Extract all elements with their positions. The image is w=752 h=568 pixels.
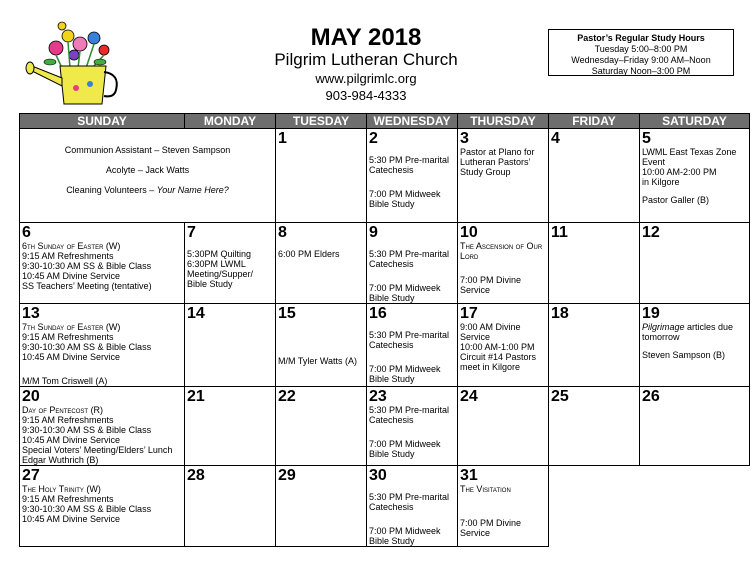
day-number: 19 (642, 305, 660, 322)
event-text (642, 322, 747, 342)
weekday-header: THURSDAY (458, 114, 549, 129)
day-number: 5 (642, 130, 651, 147)
liturgical-day: The Visitation (460, 484, 511, 494)
calendar-week-row (20, 304, 750, 387)
day-cell (458, 387, 549, 466)
church-name: Pilgrim Lutheran Church (274, 50, 458, 69)
day-cell (276, 304, 367, 387)
event-text: 6:30PM LWML Meeting/Supper/ (187, 259, 254, 279)
event-text: 7:00 PM Divine Service (460, 518, 522, 538)
event-text: 7:00 PM Midweek Bible Study (369, 526, 441, 546)
weekday-header: FRIDAY (549, 114, 640, 129)
event-text: Cleaning Volunteers – (66, 185, 157, 195)
day-number: 27 (22, 467, 40, 484)
day-cell (20, 466, 185, 547)
day-cell (20, 223, 185, 304)
event-text: 9:00 AM Divine Service (460, 322, 521, 342)
event-text (22, 185, 273, 195)
day-cell (367, 387, 458, 466)
day-number: 12 (642, 224, 660, 241)
calendar-grid (19, 113, 750, 547)
event-text: 5:30 PM Pre-marital Catechesis (369, 405, 450, 425)
event-text: in Kilgore (642, 177, 680, 187)
event-text: 9:30-10:30 AM SS & Bible Class (22, 261, 152, 271)
day-cell (367, 466, 458, 547)
event-text: 5:30 PM Pre-marital Catechesis (369, 155, 450, 175)
day-cell (549, 129, 640, 223)
day-number: 29 (278, 467, 296, 484)
day-number: 3 (460, 130, 469, 147)
event-text: SS Teachers’ Meeting (tentative) (22, 281, 152, 291)
calendar-week-row (20, 129, 750, 223)
day-number: 13 (22, 305, 40, 322)
event-text: Communion Assistant – Steven Sampson (64, 145, 231, 155)
event-text: 10:45 AM Divine Service (22, 435, 121, 445)
day-cell (185, 466, 276, 547)
day-number: 28 (187, 467, 205, 484)
empty-cell (549, 466, 750, 547)
day-cell (458, 129, 549, 223)
calendar-title: MAY 2018 (310, 24, 422, 51)
day-cell (276, 466, 367, 547)
day-number: 25 (551, 388, 569, 405)
day-cell (549, 304, 640, 387)
event-text: Acolyte – Jack Watts (105, 165, 190, 175)
event-text: 7:00 PM Midweek Bible Study (369, 189, 441, 209)
event-text: 5:30PM Quilting (187, 249, 252, 259)
weekday-header: MONDAY (185, 114, 276, 129)
day-cell (640, 223, 750, 304)
day-cell (185, 387, 276, 466)
day-cell (640, 129, 750, 223)
day-cell (276, 223, 367, 304)
day-cell (185, 304, 276, 387)
day-number: 10 (460, 224, 478, 241)
sunday-notes-cell (20, 129, 276, 223)
day-number: 31 (460, 467, 478, 484)
weekday-header: SUNDAY (20, 114, 185, 129)
day-cell (640, 304, 750, 387)
event-text: 10:45 AM Divine Service (22, 271, 121, 281)
day-number: 7 (187, 224, 196, 241)
calendar-week-row (20, 223, 750, 304)
liturgical-day: The Ascension of Our Lord (460, 241, 543, 261)
day-cell (276, 129, 367, 223)
event-text: 7:00 PM Midweek Bible Study (369, 364, 441, 384)
liturgical-day: 7th Sunday of Easter (W) (22, 322, 121, 332)
liturgical-day: The Holy Trinity (W) (22, 484, 101, 494)
day-cell (367, 304, 458, 387)
day-cell (185, 223, 276, 304)
day-number: 20 (22, 388, 40, 405)
weekday-header: SATURDAY (640, 114, 750, 129)
day-cell (458, 304, 549, 387)
day-cell (367, 223, 458, 304)
event-text: Steven Sampson (B) (642, 350, 726, 360)
event-text: Pastor Galler (B) (642, 195, 710, 205)
liturgical-day: Day of Pentecost (R) (22, 405, 104, 415)
weekday-header: TUESDAY (276, 114, 367, 129)
church-phone: 903-984-4333 (325, 88, 407, 103)
day-cell (20, 387, 185, 466)
study-hours-box (548, 29, 734, 76)
calendar-week-row (20, 466, 750, 547)
event-text: 10:00 AM-1:00 PM (460, 342, 535, 352)
event-text: 9:15 AM Refreshments (22, 251, 114, 261)
day-number: 14 (187, 305, 205, 322)
event-text: 9:30-10:30 AM SS & Bible Class (22, 504, 152, 514)
day-number: 2 (369, 130, 378, 147)
day-number: 15 (278, 305, 296, 322)
day-number: 4 (551, 130, 560, 147)
study-hours-title: Pastor’s Regular Study Hours (577, 33, 705, 43)
event-text: 6:00 PM Elders (278, 249, 340, 259)
event-text: Special Voters’ Meeting/Elders’ Lunch (22, 445, 173, 455)
event-text: Circuit #14 Pastors meet in Kilgore (460, 352, 537, 372)
event-text: 10:45 AM Divine Service (22, 514, 121, 524)
event-text: 5:30 PM Pre-marital Catechesis (369, 330, 450, 350)
event-text: M/M Tyler Watts (A) (278, 356, 358, 366)
event-text: 10:00 AM-2:00 PM (642, 167, 717, 177)
day-number: 16 (369, 305, 387, 322)
day-cell (458, 223, 549, 304)
day-cell (367, 129, 458, 223)
day-number: 23 (369, 388, 387, 405)
event-text: 5:30 PM Pre-marital Catechesis (369, 492, 450, 512)
event-text: 9:15 AM Refreshments (22, 332, 114, 342)
event-text: articles due tomorrow (642, 322, 734, 342)
day-number: 11 (551, 224, 568, 241)
event-text: 9:30-10:30 AM SS & Bible Class (22, 342, 152, 352)
day-number: 24 (460, 388, 478, 405)
liturgical-day: 6th Sunday of Easter (W) (22, 241, 121, 251)
event-text: LWML East Texas Zone Event (642, 147, 737, 167)
event-text: 9:15 AM Refreshments (22, 415, 114, 425)
event-text: Pastor at Plano for Lutheran Pastors’ Study Group (460, 147, 535, 177)
day-cell (458, 466, 549, 547)
event-text: 9:15 AM Refreshments (22, 494, 114, 504)
study-hours-line: Tuesday 5:00–8:00 PM (594, 44, 688, 54)
church-website: www.pilgrimlc.org (315, 71, 417, 86)
day-number: 17 (460, 305, 478, 322)
event-text: 7:00 PM Midweek Bible Study (369, 439, 441, 459)
calendar-week-row (20, 387, 750, 466)
day-cell (549, 223, 640, 304)
day-number: 26 (642, 388, 660, 405)
day-number: 18 (551, 305, 569, 322)
day-number: 8 (278, 224, 287, 241)
weekday-header: WEDNESDAY (367, 114, 458, 129)
day-number: 6 (22, 224, 31, 241)
event-text: Edgar Wuthrich (B) (22, 455, 99, 465)
day-cell (276, 387, 367, 466)
event-text: M/M Tom Criswell (A) (22, 376, 108, 386)
day-cell (20, 304, 185, 387)
day-cell (549, 387, 640, 466)
event-text: 5:30 PM Pre-marital Catechesis (369, 249, 450, 269)
event-text: 10:45 AM Divine Service (22, 352, 121, 362)
event-text: Pilgrimage (642, 322, 685, 332)
day-number: 30 (369, 467, 387, 484)
weekday-header-row (20, 114, 750, 129)
study-hours-line: Saturday Noon–3:00 PM (591, 66, 691, 76)
day-number: 1 (278, 130, 287, 147)
day-number: 21 (187, 388, 205, 405)
day-cell (640, 387, 750, 466)
event-text: 9:30-10:30 AM SS & Bible Class (22, 425, 152, 435)
event-text: Bible Study (187, 279, 233, 289)
event-text: 7:00 PM Midweek Bible Study (369, 283, 441, 303)
day-number: 22 (278, 388, 296, 405)
day-number: 9 (369, 224, 378, 241)
event-text: Your Name Here? (156, 185, 229, 195)
event-text: 7:00 PM Divine Service (460, 275, 522, 295)
study-hours-line: Wednesday–Friday 9:00 AM–Noon (571, 55, 711, 65)
